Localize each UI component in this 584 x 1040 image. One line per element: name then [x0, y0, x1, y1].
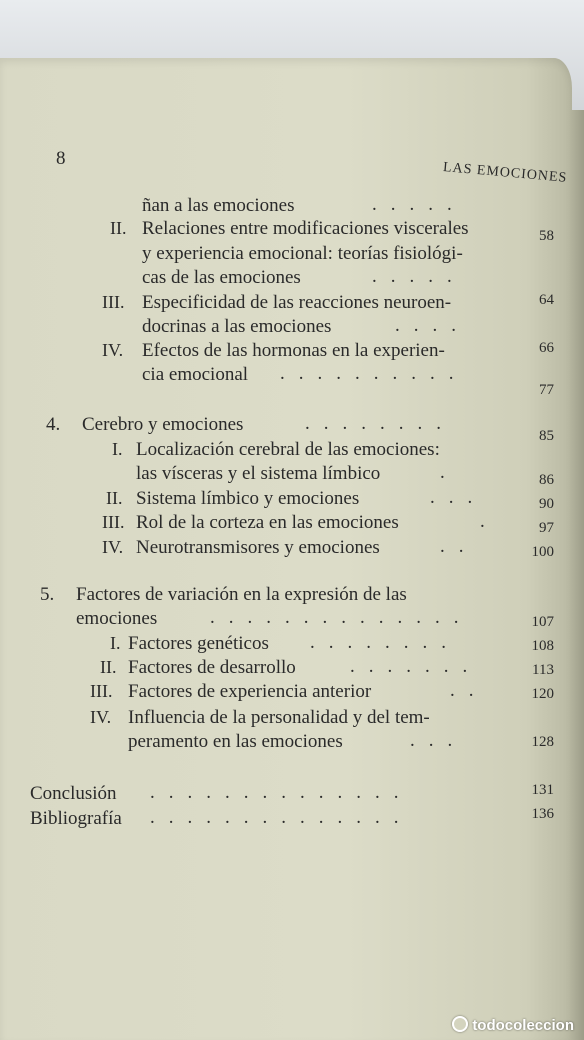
page-ref: 131	[531, 782, 554, 798]
page-ref: 107	[531, 614, 554, 630]
toc-line: Localización cerebral de las emociones:	[136, 439, 440, 460]
dot-leader: ..........	[280, 363, 468, 384]
toc-line: Relaciones entre modificaciones viscerales	[142, 218, 469, 239]
section-number: IV.	[102, 340, 124, 360]
toc-line: Factores genéticos	[128, 633, 269, 654]
chapter-title: Factores de variación en la expresión de las	[76, 584, 407, 605]
section-number: II.	[100, 657, 117, 677]
page-number: 8	[56, 148, 66, 169]
dot-leader: ..............	[150, 782, 413, 803]
toc-line: Sistema límbico y emociones	[136, 488, 360, 509]
page-ref: 66	[539, 340, 554, 356]
chapter-number: 4.	[46, 414, 61, 435]
toc-line: Neurotransmisores y emociones	[136, 537, 380, 558]
page-ref: 85	[539, 428, 554, 444]
dot-leader: .......	[350, 656, 482, 677]
page-ref: 90	[539, 496, 554, 512]
dot-leader: ..	[440, 536, 478, 557]
toc-line: Especificidad de las reacciones neuroen-	[142, 292, 452, 313]
page-ref: 113	[532, 662, 554, 678]
toc-line: Rol de la corteza en las emociones	[136, 512, 399, 533]
page-ref: 108	[531, 638, 554, 654]
watermark-text: todocoleccion	[472, 1017, 574, 1034]
toc-line: y experiencia emocional: teorías fisiológi-	[142, 243, 463, 264]
toc-line-conclusion: Conclusión	[30, 783, 117, 804]
section-number: I.	[110, 633, 121, 653]
section-number: IV.	[102, 537, 124, 557]
toc-line-bibliografia: Bibliografía	[30, 808, 122, 829]
section-number: IV.	[90, 707, 112, 727]
dot-leader: ....	[395, 315, 470, 336]
dot-leader: ...	[410, 730, 467, 751]
toc-line: Efectos de las hormonas en la experien-	[142, 340, 445, 361]
chapter-number: 5.	[40, 584, 55, 605]
dot-leader: .....	[372, 266, 466, 287]
toc-line: ñan a las emociones	[142, 195, 295, 216]
section-number: II.	[110, 218, 127, 238]
section-number: III.	[102, 292, 125, 312]
dot-leader: ...	[430, 487, 487, 508]
toc-line: Factores de desarrollo	[128, 657, 296, 678]
page-ref: 128	[531, 734, 554, 750]
toc-line: Influencia de la personalidad y del tem-	[128, 707, 430, 728]
toc-line: Factores de experiencia anterior	[128, 681, 372, 702]
page-ref: 86	[539, 472, 554, 488]
dot-leader: ..............	[210, 607, 473, 628]
page-ref: 77	[539, 382, 554, 398]
page-ref: 97	[539, 520, 554, 536]
page-ref: 136	[531, 806, 554, 822]
toc-line: cia emocional	[142, 364, 249, 385]
watermark	[452, 1016, 574, 1034]
section-number: III.	[102, 512, 125, 532]
section-number: II.	[106, 488, 123, 508]
logo-icon	[452, 1016, 468, 1032]
dot-leader: .	[480, 511, 499, 532]
page-ref: 64	[539, 292, 554, 308]
page-ref: 120	[531, 686, 554, 702]
chapter-title: Cerebro y emociones	[82, 414, 244, 435]
section-number: III.	[90, 681, 113, 701]
running-head: LAS EMOCIONES	[442, 160, 568, 186]
toc-line: peramento en las emociones	[128, 731, 343, 752]
dot-leader: ..............	[150, 807, 413, 828]
toc-line: cas de las emociones	[142, 267, 301, 288]
page-ref: 58	[539, 228, 554, 244]
dot-leader: ........	[310, 632, 460, 653]
dot-leader: ........	[305, 413, 455, 434]
toc-line: docrinas a las emociones	[142, 316, 332, 337]
dot-leader: .....	[372, 194, 466, 215]
dot-leader: .	[440, 462, 459, 483]
toc-line: las vísceras y el sistema límbico	[136, 463, 381, 484]
chapter-title: emociones	[76, 608, 158, 629]
page-ref: 100	[531, 544, 554, 560]
dot-leader: ..	[450, 680, 488, 701]
section-number: I.	[112, 439, 123, 459]
